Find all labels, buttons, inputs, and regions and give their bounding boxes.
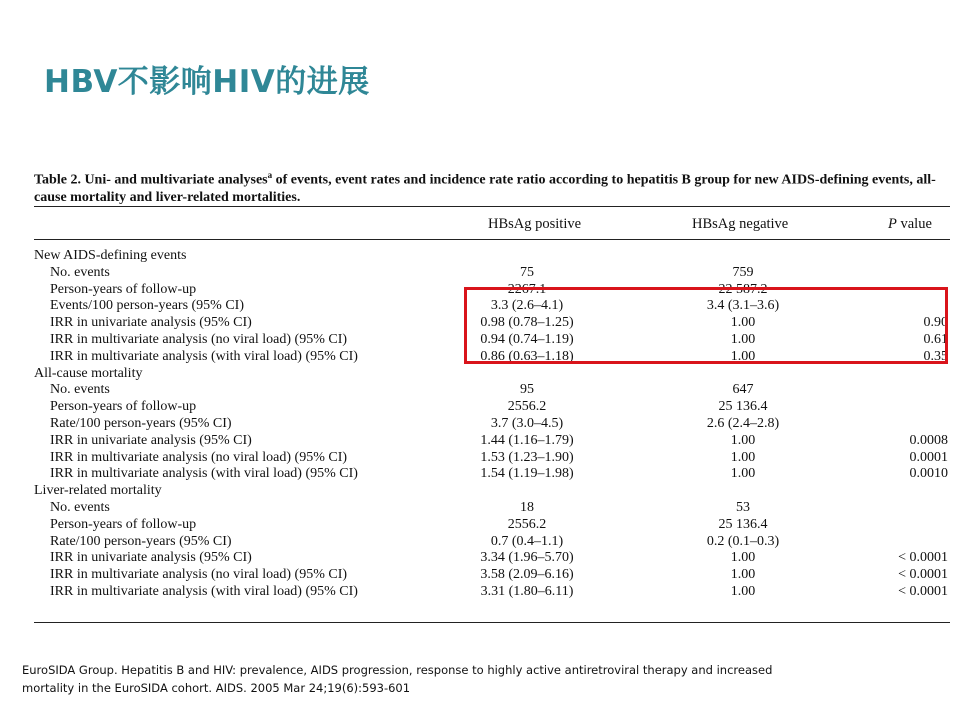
cell-hbsag-positive: 1.53 (1.23–1.90) xyxy=(480,449,574,465)
table-row xyxy=(34,465,950,482)
cell-hbsag-negative: 22 587.2 xyxy=(718,281,768,297)
cell-hbsag-negative: 759 xyxy=(732,264,754,280)
row-label: No. events xyxy=(50,382,110,398)
cell-p-value: 0.90 xyxy=(923,315,948,331)
table-row xyxy=(34,566,950,583)
cell-hbsag-positive: 0.98 (0.78–1.25) xyxy=(480,315,574,331)
row-label: IRR in multivariate analysis (no viral load) (95% CI) xyxy=(50,332,348,347)
cell-hbsag-negative: 1.00 xyxy=(730,567,756,583)
cell-hbsag-negative: 2.6 (2.4–2.8) xyxy=(706,416,780,431)
section-title: All-cause mortality xyxy=(34,365,143,381)
section-header xyxy=(34,365,950,382)
cell-p-value: 0.61 xyxy=(923,332,948,347)
cell-hbsag-positive: 0.94 (0.74–1.19) xyxy=(480,332,574,347)
cell-hbsag-positive: 3.3 (2.6–4.1) xyxy=(490,298,564,314)
cell-hbsag-positive: 75 xyxy=(520,264,534,280)
slide-title: HBV不影响HIV的进展 xyxy=(44,64,370,100)
cell-hbsag-negative: 1.00 xyxy=(730,466,756,482)
cell-hbsag-negative: 0.2 (0.1–0.3) xyxy=(706,533,780,549)
row-label: Events/100 person-years (95% CI) xyxy=(50,298,245,314)
table-row xyxy=(34,415,950,432)
cell-hbsag-positive: 18 xyxy=(520,500,534,515)
cell-p-value: 0.0010 xyxy=(909,466,948,482)
row-label: IRR in multivariate analysis (no viral load) (95% CI) xyxy=(50,449,348,465)
cell-hbsag-positive: 95 xyxy=(520,382,534,398)
row-label: Rate/100 person-years (95% CI) xyxy=(50,416,232,431)
table-row xyxy=(34,516,950,533)
section-title: Liver-related mortality xyxy=(34,483,162,499)
table-top-rule xyxy=(34,206,950,207)
section-header xyxy=(34,247,950,264)
cell-hbsag-positive: 2556.2 xyxy=(507,399,547,415)
cell-hbsag-negative: 25 136.4 xyxy=(718,516,768,532)
row-label: No. events xyxy=(50,264,110,280)
table-row xyxy=(34,533,950,550)
cell-hbsag-negative: 647 xyxy=(732,382,754,398)
cell-hbsag-positive: 1.54 (1.19–1.98) xyxy=(480,466,574,482)
caption-text: Table 2. Uni- and multivariate analyses xyxy=(34,172,268,188)
table-row xyxy=(34,381,950,398)
cell-hbsag-positive: 0.86 (0.63–1.18) xyxy=(480,348,574,364)
table-row xyxy=(34,398,950,415)
cell-p-value: 0.0008 xyxy=(909,432,948,448)
cell-hbsag-negative: 3.4 (3.1–3.6) xyxy=(706,298,780,314)
cell-hbsag-positive: 3.31 (1.80–6.11) xyxy=(480,584,574,599)
highlight-box xyxy=(464,287,948,364)
citation-line: mortality in the EuroSIDA cohort. AIDS. 2005 Mar 24;19(6):593-601 xyxy=(22,681,411,695)
citation xyxy=(22,661,922,697)
row-label: Person-years of follow-up xyxy=(50,399,197,415)
cell-hbsag-positive: 2556.2 xyxy=(507,516,547,532)
cell-hbsag-positive: 2267.1 xyxy=(507,281,547,297)
cell-hbsag-negative: 1.00 xyxy=(730,332,756,347)
cell-hbsag-positive: 3.58 (2.09–6.16) xyxy=(480,567,574,583)
citation-line: EuroSIDA Group. Hepatitis B and HIV: prevalence, AIDS progression, response to highly active antiretroviral therapy and increased xyxy=(22,663,773,677)
cell-hbsag-positive: 0.7 (0.4–1.1) xyxy=(490,533,564,549)
row-label: IRR in multivariate analysis (with viral load) (95% CI) xyxy=(50,584,358,599)
col-header-p-value: P value xyxy=(888,216,932,232)
col-header-hbsag-negative: HBsAg negative xyxy=(692,216,789,232)
row-label: Person-years of follow-up xyxy=(50,281,197,297)
cell-hbsag-positive: 3.7 (3.0–4.5) xyxy=(490,416,564,431)
row-label: Person-years of follow-up xyxy=(50,516,197,532)
cell-p-value: < 0.0001 xyxy=(898,584,948,599)
cell-hbsag-positive: 1.44 (1.16–1.79) xyxy=(480,432,574,448)
col-header-hbsag-positive: HBsAg positive xyxy=(488,216,582,232)
table-caption xyxy=(34,167,954,206)
header-bottom-rule xyxy=(34,239,950,240)
row-label: Rate/100 person-years (95% CI) xyxy=(50,533,232,549)
table-bottom-rule xyxy=(34,622,950,623)
table-row xyxy=(34,583,950,600)
row-label: IRR in univariate analysis (95% CI) xyxy=(50,550,252,566)
cell-hbsag-negative: 1.00 xyxy=(730,449,756,465)
row-label: IRR in univariate analysis (95% CI) xyxy=(50,432,252,448)
cell-p-value: 0.35 xyxy=(923,348,948,364)
row-label: No. events xyxy=(50,500,110,515)
table-row xyxy=(34,432,950,449)
caption-text-rest: of events, event rates and incidence rate ratio according to hepatitis B group for new AIDS-defining events, all-cause mortality and liver-related mortalities. xyxy=(34,172,936,205)
section-title: New AIDS-defining events xyxy=(34,248,187,263)
cell-hbsag-negative: 1.00 xyxy=(730,315,756,331)
cell-p-value: 0.0001 xyxy=(909,449,948,465)
cell-hbsag-positive: 3.34 (1.96–5.70) xyxy=(480,550,574,566)
table-row xyxy=(34,264,950,281)
caption-superscript: a xyxy=(267,170,273,180)
cell-hbsag-negative: 53 xyxy=(736,500,750,515)
cell-p-value: < 0.0001 xyxy=(898,567,948,583)
row-label: IRR in multivariate analysis (with viral load) (95% CI) xyxy=(50,348,358,364)
section-header xyxy=(34,482,950,499)
cell-hbsag-negative: 25 136.4 xyxy=(718,399,768,415)
cell-hbsag-negative: 1.00 xyxy=(730,348,756,364)
row-label: IRR in univariate analysis (95% CI) xyxy=(50,315,252,331)
table-row xyxy=(34,499,950,516)
row-label: IRR in multivariate analysis (with viral load) (95% CI) xyxy=(50,466,358,482)
row-label: IRR in multivariate analysis (no viral load) (95% CI) xyxy=(50,567,348,583)
cell-p-value: < 0.0001 xyxy=(898,550,948,566)
cell-hbsag-negative: 1.00 xyxy=(730,584,756,599)
table-row xyxy=(34,449,950,466)
table-row xyxy=(34,549,950,566)
cell-hbsag-negative: 1.00 xyxy=(730,550,756,566)
cell-hbsag-negative: 1.00 xyxy=(730,432,756,448)
